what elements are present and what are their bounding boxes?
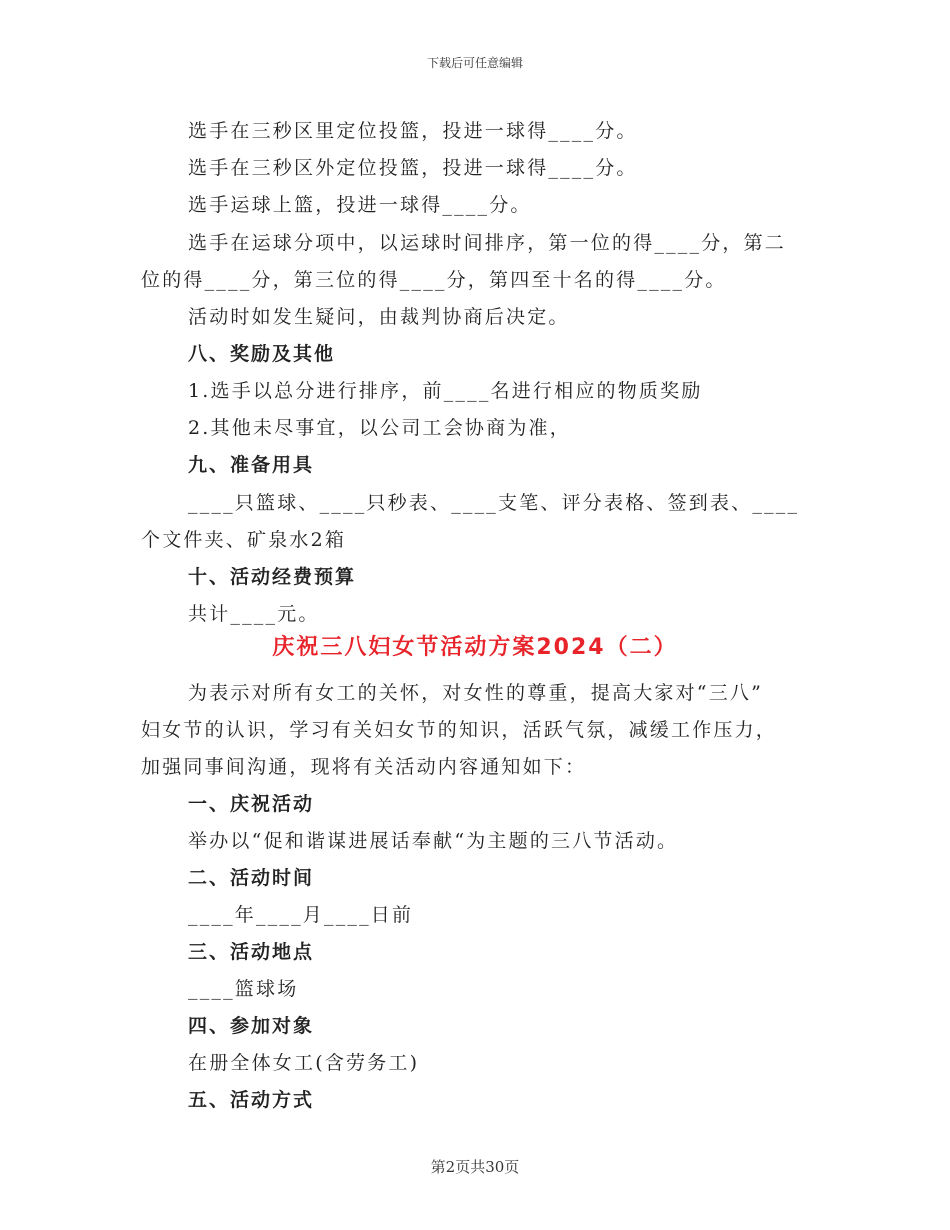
section-heading: 三、活动地点	[188, 941, 315, 963]
section-heading: 九、准备用具	[188, 454, 315, 476]
body-text: 选手在三秒区外定位投篮，投进一球得____分。	[188, 157, 638, 179]
section-heading: 十、活动经费预算	[188, 566, 357, 588]
page-header: 下载后可任意编辑	[426, 56, 523, 70]
body-text: 活动时如发生疑问，由裁判协商后决定。	[188, 306, 570, 328]
body-text: 选手在三秒区里定位投篮，投进一球得____分。	[188, 120, 638, 142]
body-text: 选手运球上篮，投进一球得____分。	[188, 194, 532, 216]
page-footer: 第2页共30页	[430, 1158, 520, 1176]
document-title: 庆祝三八妇女节活动方案2024（二）	[272, 635, 678, 660]
body-text: 加强同事间沟通，现将有关活动内容通知如下：	[141, 756, 587, 778]
body-text: 位的得____分，第三位的得____分，第四至十名的得____分。	[141, 269, 727, 291]
section-heading: 二、活动时间	[188, 867, 315, 889]
body-text: ____篮球场	[188, 978, 299, 1000]
body-text: 在册全体女工(含劳务工)	[188, 1052, 420, 1074]
body-text: 2.其他未尽事宜，以公司工会协商为准，	[188, 417, 571, 439]
body-text: 1.选手以总分进行排序，前____名进行相应的物质奖励	[188, 380, 703, 402]
section-heading: 四、参加对象	[188, 1015, 315, 1037]
section-heading: 八、奖励及其他	[188, 343, 336, 365]
body-text: 举办以“促和谐谋进展话奉献“为主题的三八节活动。	[188, 830, 679, 852]
body-text: 妇女节的认识，学习有关妇女节的知识，活跃气氛，减缓工作压力，	[141, 719, 778, 741]
section-heading: 一、庆祝活动	[188, 793, 315, 815]
body-text: 个文件夹、矿泉水2箱	[141, 529, 347, 551]
body-text: ____只篮球、____只秒表、____支笔、评分表格、签到表、____	[188, 492, 800, 514]
section-heading: 五、活动方式	[188, 1089, 315, 1111]
body-text: 选手在运球分项中，以运球时间排序，第一位的得____分，第二	[188, 232, 787, 254]
body-text: 为表示对所有女工的关怀，对女性的尊重，提高大家对“三八”	[188, 682, 764, 704]
body-text: ____年____月____日前	[188, 904, 414, 926]
body-text: 共计____元。	[188, 603, 320, 625]
